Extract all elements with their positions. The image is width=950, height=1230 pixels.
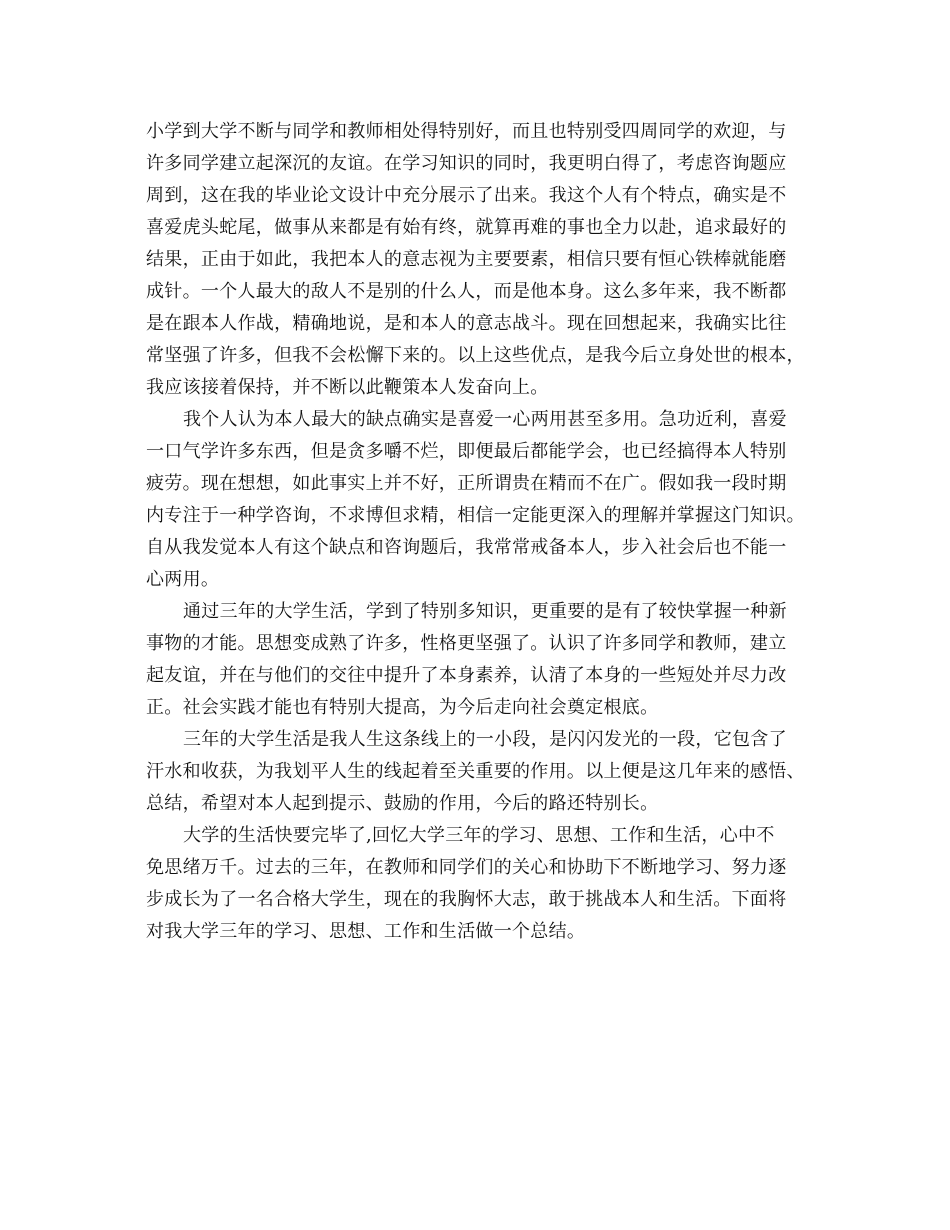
paragraph-1 <box>146 116 816 404</box>
text-line: 对我大学三年的学习、思想、工作和生活做一个总结。 <box>146 921 586 942</box>
paragraph-5 <box>146 820 816 948</box>
text-line: 心两用。 <box>146 569 220 590</box>
text-line: 小学到大学不断与同学和教师相处得特别好，而且也特别受四周同学的欢迎，与 <box>146 121 787 142</box>
text-line: 我个人认为本人最大的缺点确实是喜爱一心两用甚至多用。急功近利，喜爱 <box>183 409 787 430</box>
paragraph-3 <box>146 596 816 724</box>
text-line: 通过三年的大学生活，学到了特别多知识，更重要的是有了较快掌握一种新 <box>183 601 787 622</box>
text-line: 疲劳。现在想想，如此事实上并不好，正所谓贵在精而不在广。假如我一段时期 <box>146 473 787 494</box>
text-line: 一口气学许多东西，但是贪多嚼不烂，即便最后都能学会，也已经搞得本人特别 <box>146 441 787 462</box>
paragraph-2 <box>146 404 816 596</box>
text-line: 常坚强了许多，但我不会松懈下来的。以上这些优点，是我今后立身处世的根本， <box>146 345 805 366</box>
text-line: 三年的大学生活是我人生这条线上的一小段，是闪闪发光的一段，它包含了 <box>183 729 787 750</box>
text-line: 正。社会实践才能也有特别大提高，为今后走向社会奠定根底。 <box>146 697 659 718</box>
text-line: 周到，这在我的毕业论文设计中充分展示了出来。我这个人有个特点，确实是不 <box>146 185 787 206</box>
text-line: 汗水和收获，为我划平人生的线起着至关重要的作用。以上便是这几年来的感悟、 <box>146 761 805 782</box>
text-line: 是在跟本人作战，精确地说，是和本人的意志战斗。现在回想起来，我确实比往 <box>146 313 787 334</box>
paragraph-4 <box>146 724 816 820</box>
text-line: 内专注于一种学咨询，不求博但求精，相信一定能更深入的理解并掌握这门知识。 <box>146 505 805 526</box>
document-body <box>146 116 816 948</box>
text-line: 我应该接着保持，并不断以此鞭策本人发奋向上。 <box>146 377 549 398</box>
text-line: 步成长为了一名合格大学生，现在的我胸怀大志，敢于挑战本人和生活。下面将 <box>146 889 787 910</box>
text-line: 许多同学建立起深沉的友谊。在学习知识的同时，我更明白得了，考虑咨询题应 <box>146 153 787 174</box>
text-line: 事物的才能。思想变成熟了许多，性格更坚强了。认识了许多同学和教师，建立 <box>146 633 787 654</box>
text-line: 起友谊，并在与他们的交往中提升了本身素养，认清了本身的一些短处并尽力改 <box>146 665 787 686</box>
text-line: 自从我发觉本人有这个缺点和咨询题后，我常常戒备本人，步入社会后也不能一 <box>146 537 787 558</box>
text-line: 大学的生活快要完毕了,回忆大学三年的学习、思想、工作和生活，心中不 <box>183 825 775 846</box>
text-line: 免思绪万千。过去的三年，在教师和同学们的关心和协助下不断地学习、努力逐 <box>146 857 787 878</box>
text-line: 喜爱虎头蛇尾，做事从来都是有始有终，就算再难的事也全力以赴，追求最好的 <box>146 217 787 238</box>
text-line: 结果，正由于如此，我把本人的意志视为主要要素，相信只要有恒心铁棒就能磨 <box>146 249 787 270</box>
text-line: 总结，希望对本人起到提示、鼓励的作用，今后的路还特别长。 <box>146 793 659 814</box>
text-line: 成针。一个人最大的敌人不是别的什么人，而是他本身。这么多年来，我不断都 <box>146 281 787 302</box>
